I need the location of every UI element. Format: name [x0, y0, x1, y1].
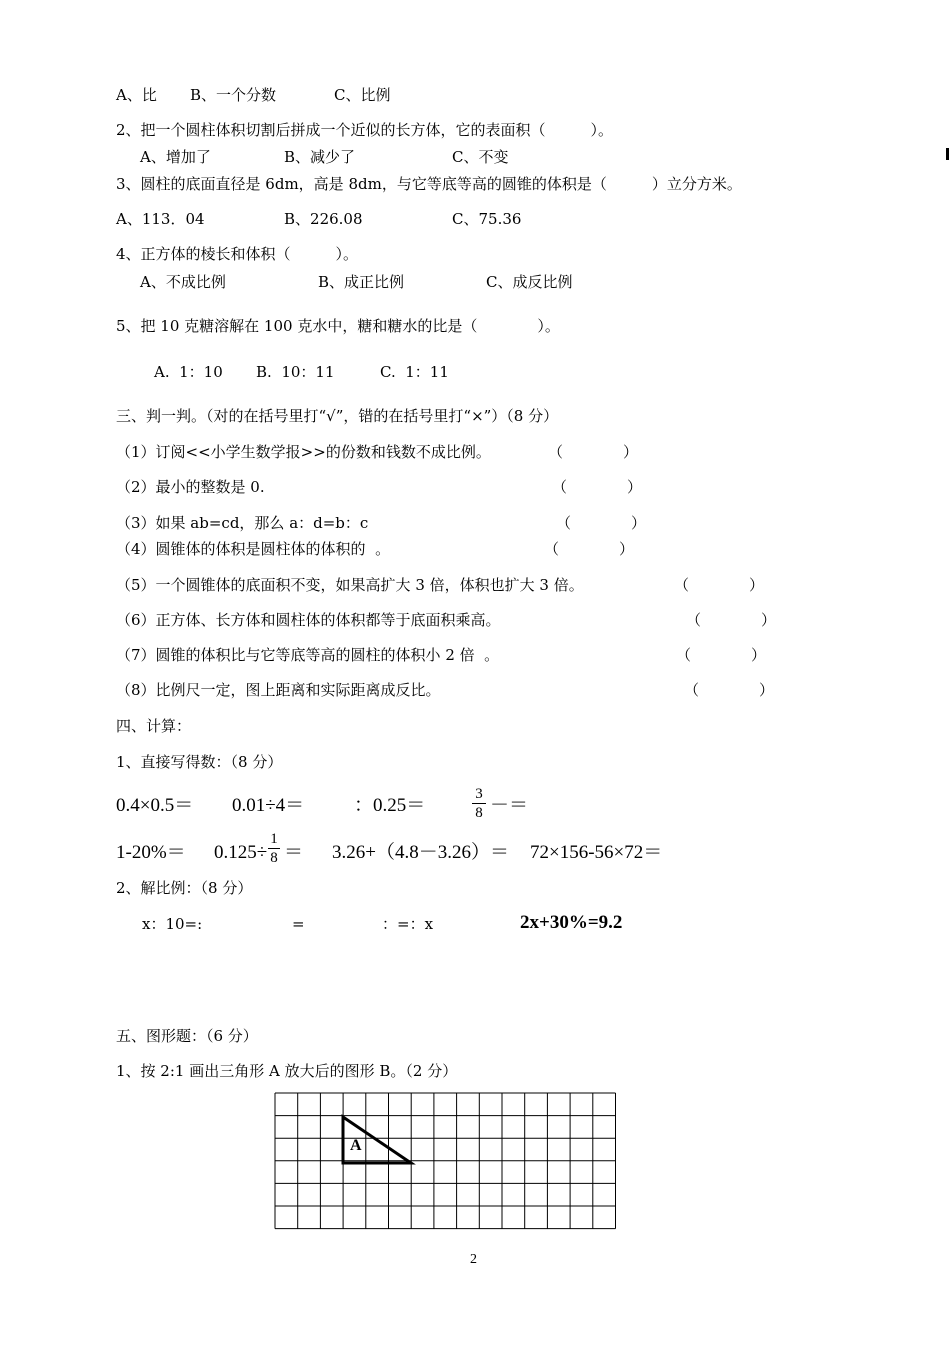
judge-item-7: （7）圆锥的体积比与它等底等高的圆柱的体积小 2 倍 。 [116, 646, 500, 664]
calc-3: ：0.25＝ [354, 795, 426, 816]
judge-item-3: （3）如果 ab=cd，那么 a：d=b：c [116, 514, 369, 532]
judge-paren-2[interactable]: （ ） [552, 478, 643, 496]
q2-option-a: A、增加了 [140, 148, 211, 166]
q5-option-a: A. 1：10 [154, 363, 223, 381]
q4-option-b: B、成正比例 [318, 273, 405, 291]
drawing-grid[interactable] [270, 1088, 624, 1234]
q5-option-b: B. 10：11 [256, 363, 335, 381]
section4-sub1: 1、直接写得数：（8 分） [116, 753, 283, 771]
q3-option-a: A、113．04 [116, 210, 205, 228]
judge-paren-5[interactable]: （ ） [674, 576, 765, 594]
q3-text: 3、圆柱的底面直径是 6dm，高是 8dm，与它等底等高的圆锥的体积是（ ）立分方米。 [116, 175, 742, 193]
calc-8: 72×156-56×72＝ [530, 842, 663, 863]
q5-option-c: C. 1：11 [380, 363, 449, 381]
section4-sub2: 2、解比例：（8 分） [116, 879, 253, 897]
fraction-bar [472, 803, 486, 804]
fraction-denominator: 8 [270, 850, 278, 866]
q2-text: 2、把一个圆柱体积切割后拼成一个近似的长方体，它的表面积（ ）。 [116, 121, 614, 139]
judge-paren-3[interactable]: （ ） [556, 514, 647, 532]
equation-1: x：10=: [142, 915, 203, 933]
fraction-numerator: 1 [270, 831, 278, 847]
calc-2: 0.01÷4＝ [232, 795, 305, 816]
judge-paren-8[interactable]: （ ） [684, 681, 775, 699]
judge-paren-4[interactable]: （ ） [544, 540, 635, 558]
calc-4: －＝ [490, 795, 529, 816]
section5-sub1: 1、按 2:1 画出三角形 A 放大后的图形 B。（2 分） [116, 1062, 458, 1080]
judge-item-6: （6）正方体、长方体和圆柱体的体积都等于底面积乘高。 [116, 611, 501, 629]
fraction-numerator: 3 [475, 786, 483, 802]
fraction-3-8 [472, 786, 486, 821]
q1-option-a: A、比 [116, 86, 157, 104]
grid-lines [275, 1093, 616, 1229]
judge-item-1: （1）订阅<<小学生数学报>>的份数和钱数不成比例。 [116, 443, 491, 461]
calc-7: 3.26+（4.8－3.26）＝ [332, 842, 509, 863]
q3-option-b: B、226.08 [284, 210, 363, 228]
fraction-denominator: 8 [475, 805, 483, 821]
calc-6-right: ＝ [284, 842, 304, 863]
judge-item-5: （5）一个圆锥体的底面积不变，如果高扩大 3 倍，体积也扩大 3 倍。 [116, 576, 584, 594]
equation-2: = [292, 915, 305, 933]
calc-1: 0.4×0.5＝ [116, 795, 194, 816]
calc-6-left: 0.125÷ [214, 842, 268, 863]
page-number: 2 [470, 1252, 477, 1267]
fraction-1-8 [268, 831, 280, 866]
q4-text: 4、正方体的棱长和体积（ ）。 [116, 245, 359, 263]
judge-paren-6[interactable]: （ ） [686, 611, 777, 629]
judge-item-4: （4）圆锥体的体积是圆柱体的体积的 。 [116, 540, 391, 558]
q4-option-a: A、不成比例 [140, 273, 226, 291]
margin-mark [946, 148, 949, 160]
judge-item-2: （2）最小的整数是 0. [116, 478, 265, 496]
q3-option-c: C、75.36 [452, 210, 522, 228]
q1-option-c: C、比例 [334, 86, 391, 104]
q5-text: 5、把 10 克糖溶解在 100 克水中，糖和糖水的比是（ ）。 [116, 317, 560, 335]
judge-paren-1[interactable]: （ ） [548, 443, 639, 461]
calc-5: 1-20%＝ [116, 842, 186, 863]
judge-paren-7[interactable]: （ ） [676, 646, 767, 664]
q4-option-c: C、成反比例 [486, 273, 573, 291]
fraction-bar [268, 848, 280, 849]
equation-3: ：=：x [382, 915, 434, 933]
q1-option-b: B、一个分数 [190, 86, 277, 104]
judge-item-8: （8）比例尺一定，图上距离和实际距离成反比。 [116, 681, 441, 699]
q2-option-c: C、不变 [452, 148, 509, 166]
equation-4: 2x+30%=9.2 [520, 912, 623, 933]
q2-option-b: B、减少了 [284, 148, 356, 166]
section5-title: 五、图形题：（6 分） [116, 1027, 258, 1045]
triangle-label: A [350, 1137, 362, 1154]
section3-title: 三、判一判。（对的在括号里打“√”，错的在括号里打“×”）（8 分） [116, 407, 559, 425]
section4-title: 四、计算： [116, 717, 192, 735]
